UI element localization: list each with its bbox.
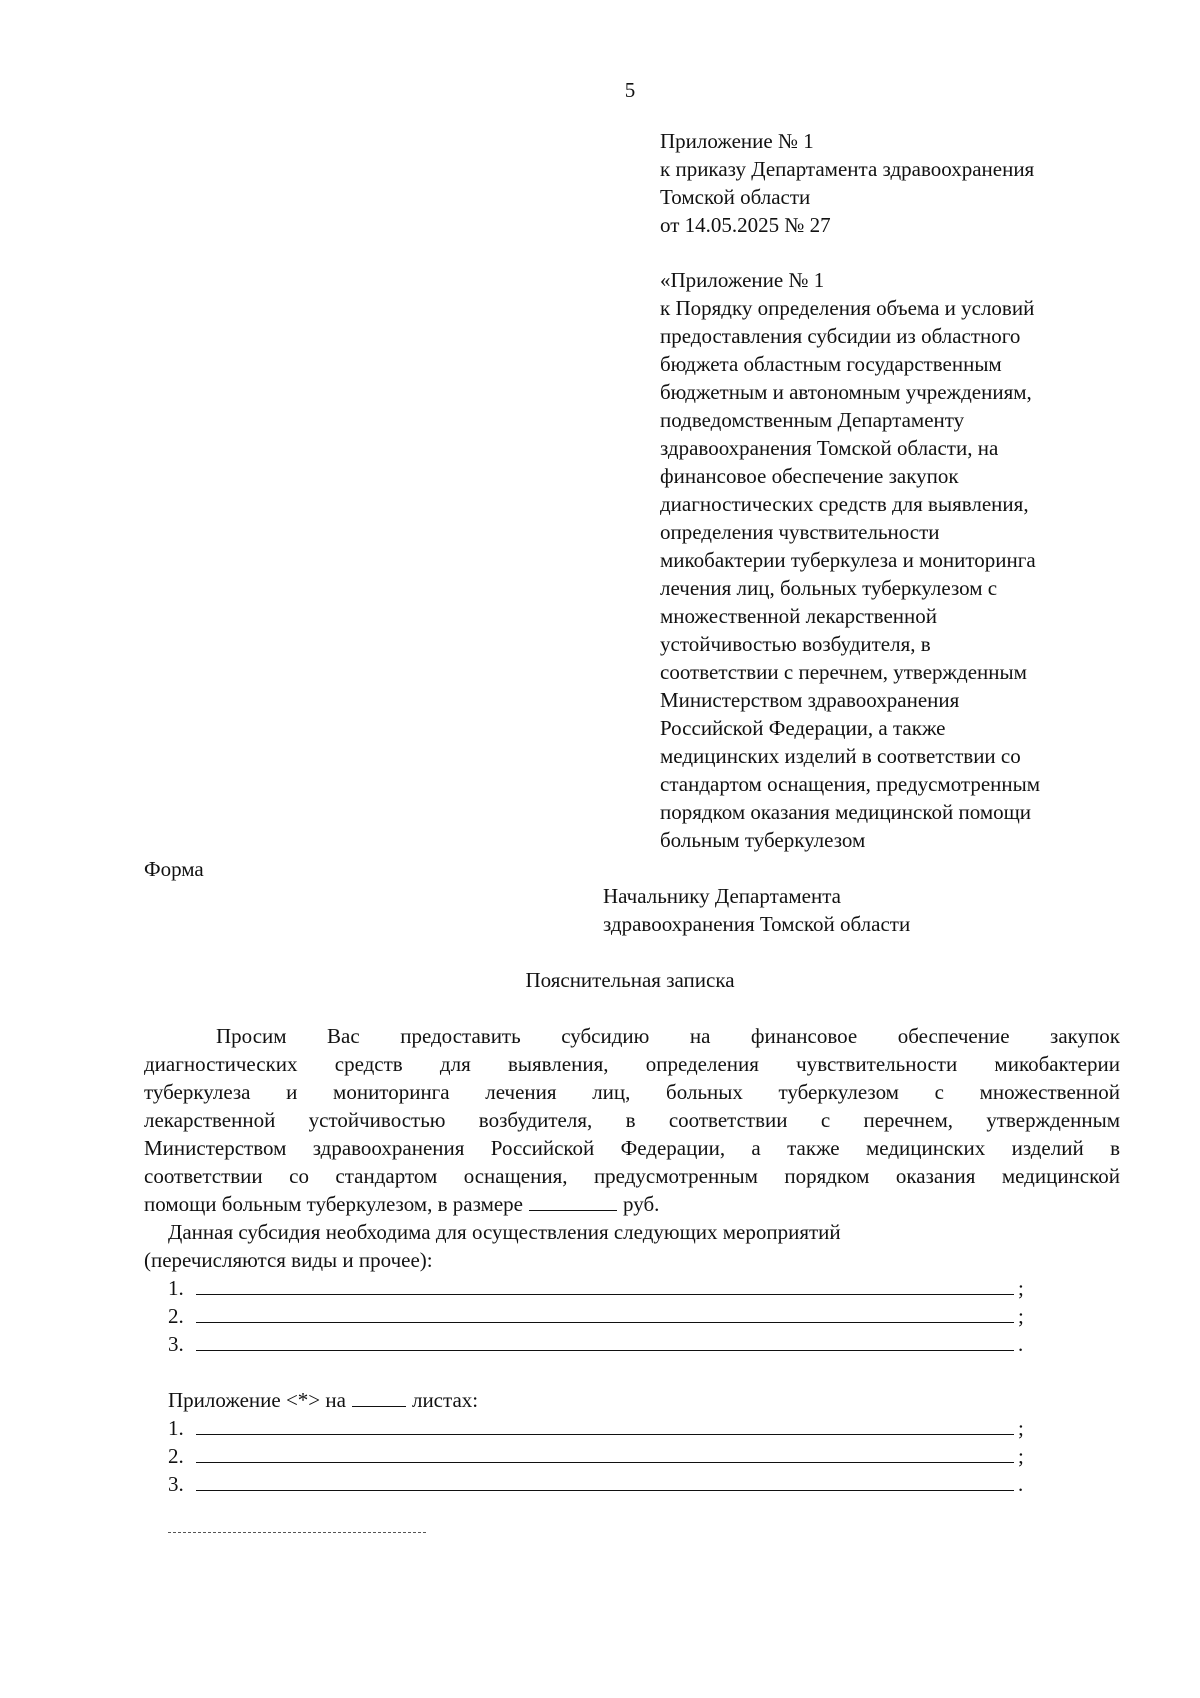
list-item-end: ; bbox=[1018, 1276, 1024, 1300]
list-item-number: 2. bbox=[168, 1304, 184, 1328]
list-item bbox=[168, 1330, 1028, 1358]
addressee-line: Начальнику Департамента bbox=[603, 884, 841, 908]
purpose-list bbox=[168, 1274, 1028, 1358]
list-item-number: 3. bbox=[168, 1332, 184, 1356]
paragraph-line: диагностических средств для выявления, определения чувствительности микобактерии bbox=[144, 1052, 1120, 1076]
procedure-line: медицинских изделий в соответствии со bbox=[660, 744, 1021, 768]
document-title: Пояснительная записка bbox=[525, 968, 735, 992]
list-item bbox=[168, 1442, 1028, 1470]
footnote-separator bbox=[168, 1532, 426, 1533]
blank-field[interactable] bbox=[196, 1330, 1014, 1351]
list-item-number: 1. bbox=[168, 1276, 184, 1300]
procedure-line: определения чувствительности bbox=[660, 520, 940, 544]
request-paragraph bbox=[144, 1022, 1120, 1218]
list-item-number: 2. bbox=[168, 1444, 184, 1468]
procedure-line: соответствии с перечнем, утвержденным bbox=[660, 660, 1027, 684]
attachment-line bbox=[168, 1386, 478, 1414]
appendix-line: Приложение № 1 bbox=[660, 129, 814, 153]
procedure-line: лечения лиц, больных туберкулезом с bbox=[660, 576, 998, 600]
amount-prefix: помощи больным туберкулезом, в размере bbox=[144, 1192, 524, 1216]
blank-field[interactable] bbox=[196, 1274, 1014, 1295]
purpose-intro bbox=[144, 1218, 1120, 1274]
procedure-line: диагностических средств для выявления, bbox=[660, 492, 1029, 516]
list-item-end: ; bbox=[1018, 1416, 1024, 1440]
list-item bbox=[168, 1470, 1028, 1498]
list-item bbox=[168, 1414, 1028, 1442]
blank-field[interactable] bbox=[196, 1302, 1014, 1323]
page-number: 5 bbox=[624, 78, 636, 102]
attachment-prefix: Приложение <*> на bbox=[168, 1388, 346, 1412]
procedure-line: Российской Федерации, а также bbox=[660, 716, 946, 740]
appendix-line: к приказу Департамента здравоохранения bbox=[660, 157, 1035, 181]
blank-field[interactable] bbox=[196, 1470, 1014, 1491]
paragraph-last-line bbox=[144, 1190, 1120, 1218]
paragraph-line: лекарственной устойчивостью возбудителя, в соответствии с перечнем, утвержденным bbox=[144, 1108, 1120, 1132]
procedure-appendix-header bbox=[660, 266, 1130, 854]
procedure-line: бюджета областным государственным bbox=[660, 352, 1002, 376]
list-item bbox=[168, 1302, 1028, 1330]
procedure-line: подведомственным Департаменту bbox=[660, 408, 965, 432]
procedure-line: предоставления субсидии из областного bbox=[660, 324, 1021, 348]
procedure-line: множественной лекарственной bbox=[660, 604, 937, 628]
list-item-number: 3. bbox=[168, 1472, 184, 1496]
appendix-line: Томской области bbox=[660, 185, 811, 209]
procedure-line: стандартом оснащения, предусмотренным bbox=[660, 772, 1041, 796]
list-item-end: . bbox=[1018, 1472, 1024, 1496]
appendix-line: от 14.05.2025 № 27 bbox=[660, 213, 831, 237]
procedure-line: порядком оказания медицинской помощи bbox=[660, 800, 1032, 824]
list-item-end: ; bbox=[1018, 1444, 1024, 1468]
list-item-end: ; bbox=[1018, 1304, 1024, 1328]
procedure-line: бюджетным и автономным учреждениям, bbox=[660, 380, 1032, 404]
paragraph-line: туберкулеза и мониторинга лечения лиц, больных туберкулезом с множественной bbox=[144, 1080, 1120, 1104]
purpose-line-2: (перечисляются виды и прочее): bbox=[144, 1248, 433, 1272]
paragraph-line: Министерством здравоохранения Российской Федерации, а также медицинских изделий в bbox=[144, 1136, 1120, 1160]
paragraph-line: соответствии со стандартом оснащения, предусмотренным порядком оказания медицинской bbox=[144, 1164, 1120, 1188]
purpose-line-1: Данная субсидия необходима для осуществления следующих мероприятий bbox=[168, 1220, 841, 1244]
addressee-line: здравоохранения Томской области bbox=[603, 912, 911, 936]
form-label: Форма bbox=[144, 857, 204, 881]
amount-suffix: руб. bbox=[623, 1192, 660, 1216]
pages-blank-field[interactable] bbox=[352, 1387, 406, 1407]
paragraph-line: Просим Вас предоставить субсидию на финансовое обеспечение закупок bbox=[216, 1024, 1120, 1048]
procedure-line: устойчивостью возбудителя, в bbox=[660, 632, 931, 656]
procedure-line: «Приложение № 1 bbox=[660, 268, 825, 292]
blank-field[interactable] bbox=[196, 1442, 1014, 1463]
blank-field[interactable] bbox=[196, 1414, 1014, 1435]
list-item-number: 1. bbox=[168, 1416, 184, 1440]
attachment-list bbox=[168, 1414, 1028, 1498]
procedure-line: к Порядку определения объема и условий bbox=[660, 296, 1035, 320]
procedure-line: финансовое обеспечение закупок bbox=[660, 464, 959, 488]
addressee bbox=[603, 882, 1103, 938]
procedure-line: больным туберкулезом bbox=[660, 828, 866, 852]
list-item bbox=[168, 1274, 1028, 1302]
attachment-suffix: листах: bbox=[411, 1388, 479, 1412]
appendix-header bbox=[660, 127, 1120, 239]
amount-blank-field[interactable] bbox=[529, 1191, 617, 1211]
procedure-line: Министерством здравоохранения bbox=[660, 688, 960, 712]
procedure-line: микобактерии туберкулеза и мониторинга bbox=[660, 548, 1036, 572]
list-item-end: . bbox=[1018, 1332, 1024, 1356]
procedure-line: здравоохранения Томской области, на bbox=[660, 436, 999, 460]
